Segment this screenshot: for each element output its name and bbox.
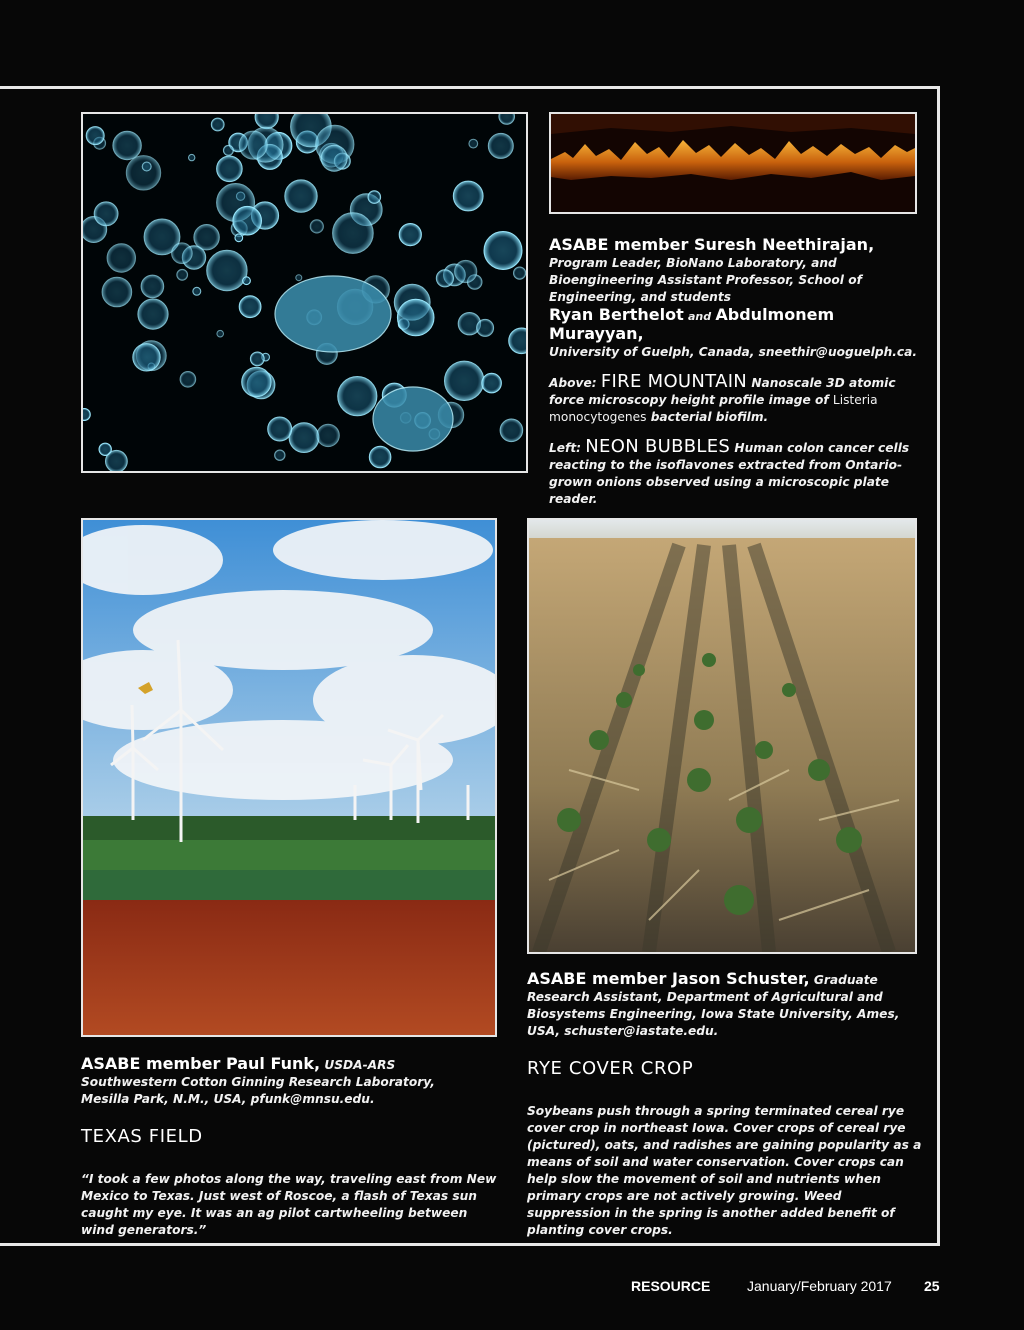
magazine-name: RESOURCE <box>631 1278 711 1294</box>
rye-cover-crop-photo <box>527 518 917 954</box>
issue-date: January/February 2017 <box>747 1278 892 1294</box>
above-label: Above: <box>549 376 597 390</box>
author-role: Program Leader, BioNano Laboratory, and Bioengineering Assistant Professor, School of Engineering, and students <box>549 256 862 304</box>
neon-bubbles-title: NEON BUBBLES <box>585 436 731 457</box>
rye-author-name: ASABE member Jason Schuster, <box>527 969 810 988</box>
top-caption <box>549 236 921 508</box>
texas-quote: “I took a few photos along the way, traveling east from New Mexico to Texas. Just west of Roscoe, a flash of Texas sun caught my eye. It was an ag pilot cartwheeling between wind generators.” <box>81 1172 497 1237</box>
neon-bubbles-desc: Human colon cancer cells reacting to the isoflavones extracted from Ontario-grown onions observed using a microscopic plate reader. <box>549 441 910 506</box>
fire-mountain-title: FIRE MOUNTAIN <box>600 371 748 392</box>
texas-caption <box>81 1055 481 1108</box>
rye-author-affiliation: Graduate Research Assistant, Department of Agricultural and Biosystems Engineering, Iowa State University, Ames, USA, schuster@iastate.edu. <box>527 973 900 1038</box>
fire-mountain-photo <box>549 112 917 214</box>
texas-author-name: ASABE member Paul Funk, <box>81 1054 321 1073</box>
and-word: and <box>688 310 712 323</box>
student-name-2: Abdulmonem Murayyan, <box>549 305 835 343</box>
author-name: ASABE member Suresh Neethirajan, <box>549 235 875 254</box>
page-number: 25 <box>924 1278 940 1294</box>
author-affiliation: University of Guelph, Canada, sneethir@uoguelph.ca. <box>549 345 917 359</box>
neon-bubbles-photo <box>81 112 528 473</box>
rye-caption <box>527 970 912 1040</box>
texas-field-photo <box>81 518 497 1037</box>
student-name-1: Ryan Berthelot <box>549 305 684 324</box>
texas-author-affiliation: USDA-ARS Southwestern Cotton Ginning Research Laboratory, Mesilla Park, N.M., USA, pfunk@mnsu.edu. <box>81 1058 435 1106</box>
rye-body: Soybeans push through a spring terminated cereal rye cover crop in northeast Iowa. Cover crops of cereal rye (pictured), oats, and radishes are gaining popularity as a means of soil and water conservation. Cover crops can help slow the movement of soil and nutrients when primary crops are not actively growing. Weed suppression in the spring is another added benefit of planting cover crops. <box>527 1104 922 1237</box>
fire-mountain-desc-b: bacterial biofilm. <box>646 410 769 424</box>
left-label: Left: <box>549 441 582 455</box>
fire-mountain-species: Listeria monocytogenes <box>549 393 878 424</box>
rye-title: RYE COVER CROP <box>527 1058 694 1079</box>
texas-title: TEXAS FIELD <box>81 1126 203 1147</box>
fire-mountain-desc-a: Nanoscale 3D atomic force microscopy height profile image of <box>549 376 896 407</box>
